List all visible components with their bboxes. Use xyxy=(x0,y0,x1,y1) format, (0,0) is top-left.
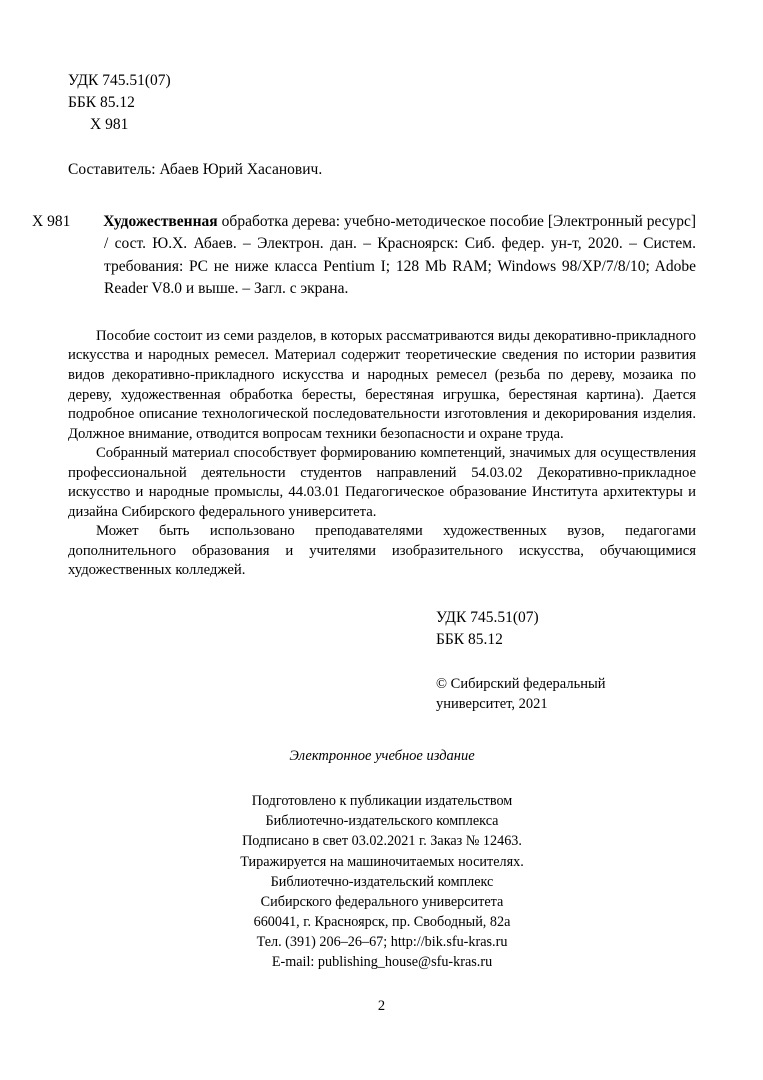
classification-codes-bottom xyxy=(436,607,696,651)
abstract-paragraph-1: Пособие состоит из семи разделов, в которых рассматриваются виды декоративно-прикладного искусства и народных ремесел. Материал содержит теоретические сведения по истории развития видов декоративно-прикладного искусства и народных ремесел (резьба по дереву, мозаика по дереву, художественная обработка бересты, берестяная игрушка, берестяная картина). Дается подробное описание технологической последовательности изготовления и декорирования изделия. Должное внимание, отводится вопросам техники безопасности и охране труда. xyxy=(68,327,696,442)
imprint-line-6: Сибирского федерального университета xyxy=(260,893,504,910)
imprint-line-7: 660041, г. Красноярск, пр. Свободный, 82а xyxy=(253,914,511,931)
copyright-line-2: университет, 2021 xyxy=(436,695,548,712)
biblio-description: обработка дерева: учебно-методическое пособие [Электронный ресурс] / сост. Ю.Х. Абаев. – Электрон. дан. – Красноярск: Сиб. федер. ун-т, 2020. – Систем. требования: PC не ниже класса Pentium I; 128 Mb RAM; Windows 98/XP/7/8/10; Adobe Reader V8.0 и выше. – Загл. с экрана. xyxy=(104,213,697,298)
imprint-line-1: Подготовлено к публикации издательством xyxy=(251,793,513,810)
imprint-line-5: Библиотечно-издательский комплекс xyxy=(270,873,494,890)
imprint-line-3: Подписано в свет 03.02.2021 г. Заказ № 12463. xyxy=(242,833,522,850)
abstract-paragraph-3: Может быть использовано преподавателями художественных вузов, педагогами дополнительного образования и учителями изобразительного искусства, обучающимися художественных колледжей. xyxy=(68,523,696,579)
abstract-block xyxy=(68,327,696,581)
page-content xyxy=(32,70,697,973)
imprint-block xyxy=(68,791,696,972)
udk-code-bottom: УДК 745.51(07) xyxy=(436,608,539,626)
biblio-index: Х 981 xyxy=(32,213,71,230)
compiler-line: Составитель: Абаев Юрий Хасанович. xyxy=(68,161,323,178)
page-number: 2 xyxy=(377,998,386,1014)
imprint-line-8: Тел. (391) 206–26–67; http://bik.sfu-kras.ru xyxy=(256,934,508,951)
imprint-line-2: Библиотечно-издательского комплекса xyxy=(265,813,499,830)
bbk-code-bottom: ББК 85.12 xyxy=(436,630,503,648)
imprint-line-9: E-mail: publishing_house@sfu-kras.ru xyxy=(271,954,493,971)
udk-code-top: УДК 745.51(07) xyxy=(68,72,171,89)
edition-type: Электронное учебное издание xyxy=(289,748,475,765)
biblio-title: Художественная xyxy=(103,213,218,230)
classification-codes-top xyxy=(68,70,696,136)
imprint-line-4: Тиражируется на машиночитаемых носителях. xyxy=(240,853,524,870)
bibliographic-record xyxy=(32,211,697,301)
abstract-paragraph-2: Собранный материал способствует формированию компетенций, значимых для осуществления профессиональной деятельности студентов направлений 54.03.02 Декоративно-прикладное искусство и народные промыслы, 44.03.01 Педагогическое образование Института архитектуры и дизайна Сибирского федерального университета. xyxy=(68,445,696,520)
copyright-line-1: © Сибирский федеральный xyxy=(436,675,606,692)
bbk-code-top: ББК 85.12 xyxy=(68,94,135,111)
copyright-block xyxy=(436,675,696,714)
catalog-index-top: Х 981 xyxy=(90,116,129,133)
